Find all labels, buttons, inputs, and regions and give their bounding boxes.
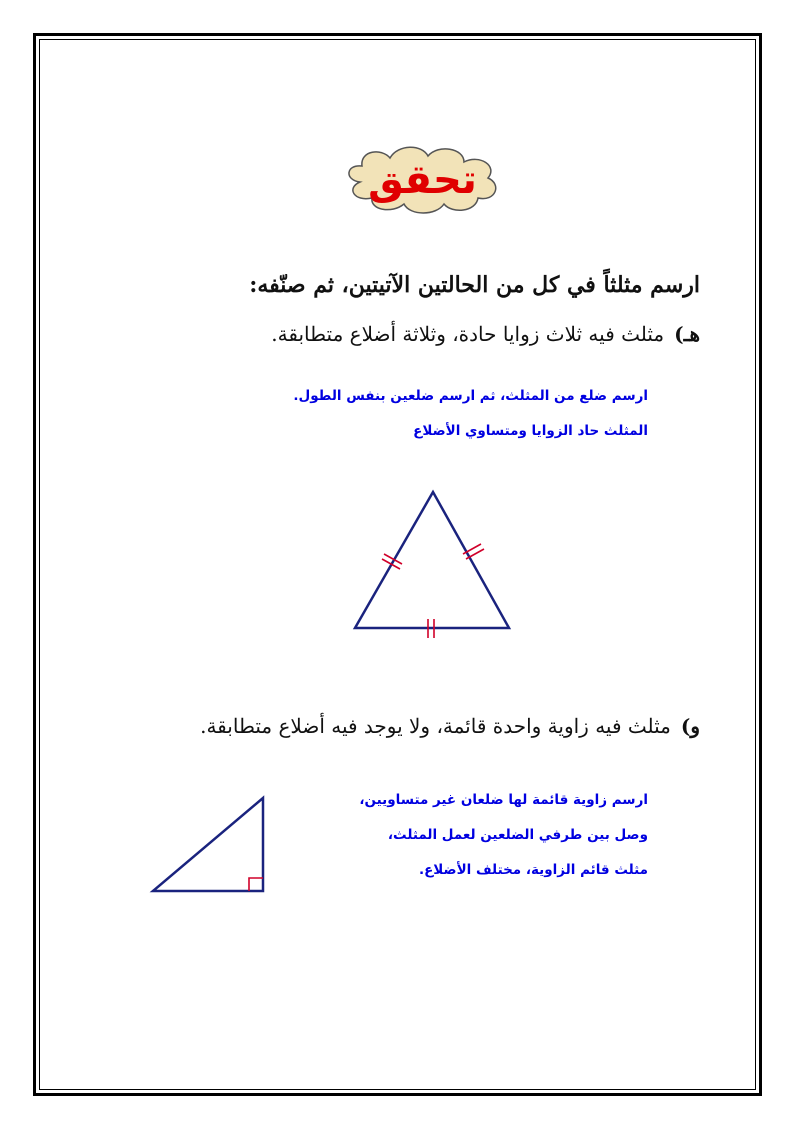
- part-e-answer-line-2: المثلث حاد الزوايا ومتساوي الأضلاع: [413, 423, 648, 439]
- part-w-text: مثلث فيه زاوية واحدة قائمة، ولا يوجد فيه أضلاع متطابقة.: [200, 714, 671, 738]
- part-w-answer-line-3: مثلث قائم الزاوية، مختلف الأضلاع.: [418, 862, 648, 878]
- right-side-ticks: [463, 544, 484, 559]
- equilateral-triangle-diagram: [345, 485, 520, 640]
- title-badge-text: تحقق: [368, 157, 477, 203]
- right-triangle-diagram: [148, 792, 270, 896]
- part-e-question: [271, 322, 700, 346]
- part-w-answer-line-1: ارسم زاوية قائمة لها ضلعان غير متساويين،: [359, 792, 648, 808]
- part-e-text: مثلث فيه ثلاث زوايا حادة، وثلاثة أضلاع متطابقة.: [271, 322, 665, 346]
- part-w-answer-line-2: وصل بين طرفي الضلعين لعمل المثلث،: [387, 827, 648, 843]
- equilateral-triangle: [355, 492, 509, 628]
- part-w-question: [200, 714, 700, 738]
- instruction-heading: ارسم مثلثاً في كل من الحالتين الآتيتين، ثم صنّفه:: [249, 272, 700, 298]
- part-e-answer-line-1: ارسم ضلع من المثلث، ثم ارسم ضلعين بنفس الطول.: [293, 388, 648, 404]
- part-w-marker: و): [680, 714, 700, 738]
- right-angle-marker: [249, 878, 263, 891]
- part-e-marker: هـ): [674, 322, 700, 346]
- right-triangle: [153, 798, 263, 891]
